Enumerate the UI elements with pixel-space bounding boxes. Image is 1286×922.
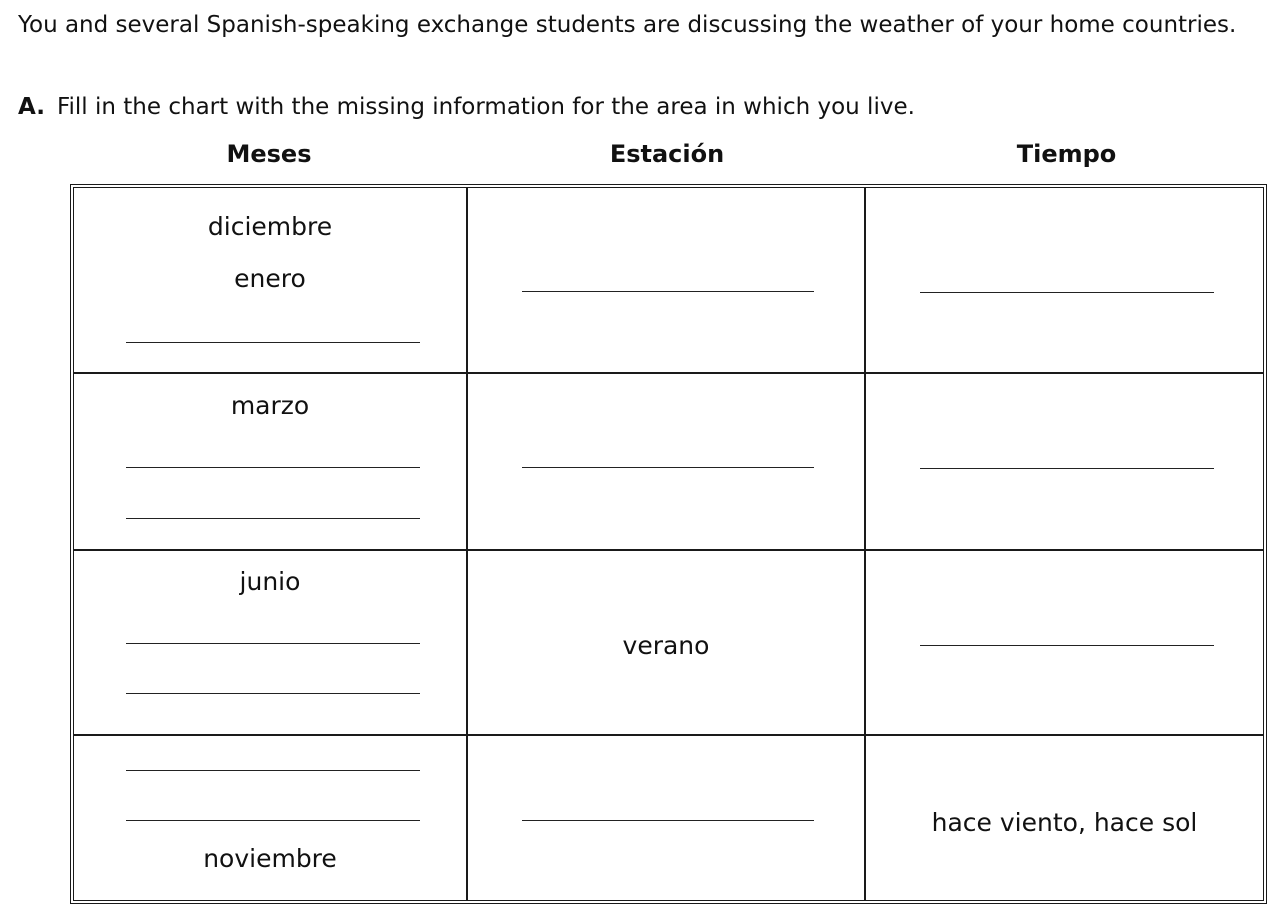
month-blank[interactable]: [126, 643, 420, 644]
row2-weather-cell: [866, 374, 1263, 551]
row3-season-cell: [468, 551, 866, 736]
month-enero: enero: [234, 264, 306, 293]
row4-season-cell: [468, 736, 866, 900]
month-blank[interactable]: [126, 693, 420, 694]
header-tiempo: Tiempo: [1016, 140, 1117, 168]
row3-weather-cell: [866, 551, 1263, 736]
weather-blank[interactable]: [920, 645, 1214, 646]
month-junio: junio: [239, 567, 301, 596]
month-blank[interactable]: [126, 467, 420, 468]
row2-months-cell: [74, 374, 468, 551]
row4-months-cell: [74, 736, 468, 900]
row3-months-cell: [74, 551, 468, 736]
season-verano: verano: [622, 631, 710, 660]
month-blank[interactable]: [126, 518, 420, 519]
header-meses: Meses: [226, 140, 312, 168]
season-blank[interactable]: [522, 291, 814, 292]
row2-season-cell: [468, 374, 866, 551]
month-diciembre: diciembre: [207, 212, 333, 241]
row4-weather-cell: [866, 736, 1263, 900]
weather-blank[interactable]: [920, 468, 1214, 469]
instruction: [18, 90, 915, 124]
month-noviembre: noviembre: [203, 844, 337, 873]
weather-chart: [70, 184, 1267, 904]
weather-hace-viento-hace-sol: hace viento, hace sol: [931, 808, 1198, 837]
month-blank[interactable]: [126, 770, 420, 771]
month-blank[interactable]: [126, 342, 420, 343]
intro-text: You and several Spanish-speaking exchange students are discussing the weather of your home countries.: [18, 12, 1237, 38]
column-headers: [70, 140, 1267, 180]
header-estacion: Estación: [609, 140, 725, 168]
season-blank[interactable]: [522, 820, 814, 821]
weather-blank[interactable]: [920, 292, 1214, 293]
season-blank[interactable]: [522, 467, 814, 468]
month-blank[interactable]: [126, 820, 420, 821]
row1-season-cell: [468, 188, 866, 374]
instruction-text: Fill in the chart with the missing information for the area in which you live.: [56, 94, 915, 120]
row1-weather-cell: [866, 188, 1263, 374]
row1-months-cell: [74, 188, 468, 374]
instruction-letter: A.: [18, 94, 45, 120]
month-marzo: marzo: [230, 391, 310, 420]
